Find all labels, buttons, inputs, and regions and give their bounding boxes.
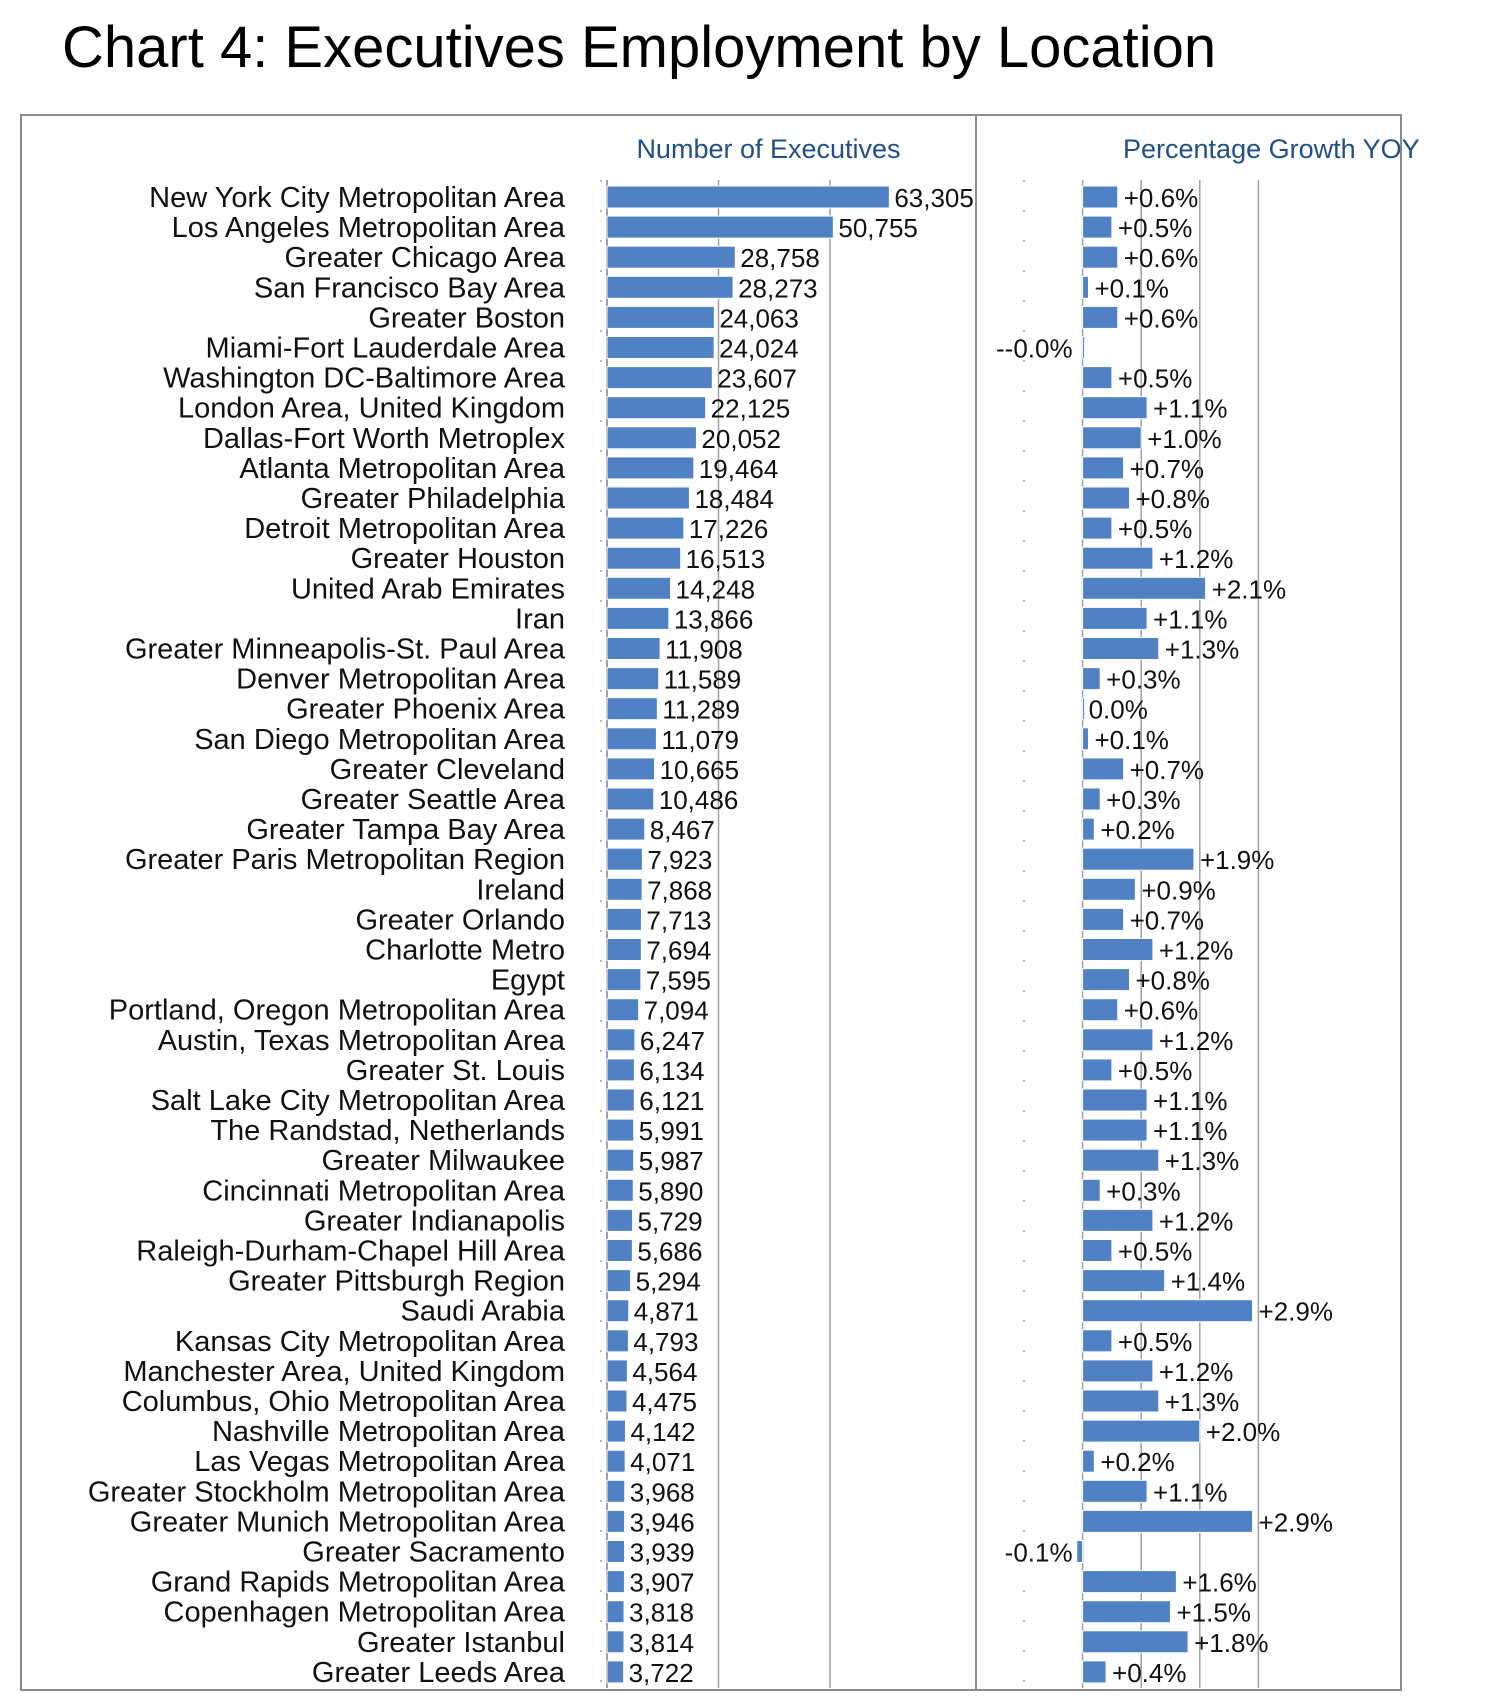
exec-value-label: 5,991 bbox=[638, 1116, 704, 1147]
exec-bar bbox=[607, 818, 645, 840]
category-label: London Area, United Kingdom bbox=[178, 392, 565, 425]
growth-bar bbox=[1083, 517, 1112, 539]
exec-bar bbox=[607, 1360, 627, 1382]
exec-value-label: 3,939 bbox=[629, 1537, 695, 1568]
growth-bar bbox=[1083, 1360, 1153, 1382]
category-label: Los Angeles Metropolitan Area bbox=[171, 212, 565, 245]
category-label: Greater Milwaukee bbox=[321, 1145, 565, 1178]
growth-bar bbox=[1083, 547, 1153, 569]
category-label: Greater Pittsburgh Region bbox=[228, 1265, 565, 1298]
exec-bar bbox=[607, 276, 733, 298]
growth-value-label: +0.5% bbox=[1117, 1055, 1193, 1086]
exec-bar bbox=[607, 1601, 624, 1623]
growth-value-label: +0.3% bbox=[1106, 785, 1181, 815]
category-label: Greater Sacramento bbox=[302, 1536, 565, 1569]
growth-value-label: +2.9% bbox=[1258, 1296, 1333, 1327]
growth-bar bbox=[1083, 276, 1089, 298]
exec-value-label: 6,247 bbox=[639, 1025, 705, 1056]
exec-bar bbox=[607, 758, 655, 780]
growth-bar bbox=[1083, 848, 1194, 870]
category-label: Greater Chicago Area bbox=[284, 242, 565, 275]
category-label: Ireland bbox=[476, 874, 565, 907]
category-label: Miami-Fort Lauderdale Area bbox=[205, 332, 565, 365]
category-label: Greater Indianapolis bbox=[303, 1205, 565, 1238]
exec-value-label: 10,486 bbox=[658, 785, 739, 815]
exec-value-label: 14,248 bbox=[675, 574, 756, 605]
category-label: Atlanta Metropolitan Area bbox=[239, 452, 565, 485]
growth-value-label: +1.2% bbox=[1158, 1206, 1234, 1237]
growth-bar bbox=[1083, 216, 1112, 238]
category-label: Raleigh-Durham-Chapel Hill Area bbox=[136, 1235, 565, 1268]
category-label: Manchester Area, United Kingdom bbox=[123, 1355, 565, 1388]
growth-bar bbox=[1083, 397, 1147, 419]
growth-bar bbox=[1083, 1209, 1153, 1231]
exec-bar bbox=[607, 186, 889, 208]
category-label: Charlotte Metro bbox=[365, 934, 565, 967]
exec-bar bbox=[607, 638, 660, 660]
exec-bar bbox=[607, 457, 694, 479]
exec-bar bbox=[607, 1390, 627, 1412]
growth-value-label: +0.5% bbox=[1117, 514, 1193, 545]
growth-value-label: +0.6% bbox=[1123, 303, 1199, 334]
growth-value-label: +1.5% bbox=[1176, 1597, 1251, 1628]
category-label: Salt Lake City Metropolitan Area bbox=[150, 1085, 565, 1117]
growth-value-label: +0.4% bbox=[1112, 1657, 1187, 1688]
exec-value-label: 13,866 bbox=[673, 604, 754, 635]
exec-value-label: 7,094 bbox=[643, 995, 709, 1026]
growth-bar bbox=[1083, 698, 1085, 720]
growth-value-label: +0.7% bbox=[1129, 905, 1205, 936]
growth-value-label: +1.2% bbox=[1158, 1025, 1234, 1056]
category-label: Cincinnati Metropolitan Area bbox=[202, 1175, 565, 1208]
category-label: Greater Orlando bbox=[355, 904, 565, 937]
exec-value-label: 5,890 bbox=[638, 1176, 704, 1207]
growth-value-label: +1.1% bbox=[1153, 1086, 1228, 1116]
category-label: Greater Istanbul bbox=[357, 1626, 565, 1659]
growth-bar bbox=[1083, 1300, 1253, 1322]
exec-bar bbox=[607, 1450, 625, 1472]
category-label: Greater Cleveland bbox=[329, 753, 565, 786]
growth-bar bbox=[1083, 186, 1118, 208]
exec-value-label: 10,665 bbox=[659, 754, 740, 785]
exec-bar bbox=[607, 397, 706, 419]
growth-value-label: +1.1% bbox=[1153, 604, 1228, 635]
exec-bar bbox=[607, 878, 642, 900]
exec-bar bbox=[607, 788, 654, 810]
growth-bar bbox=[1083, 758, 1124, 780]
exec-value-label: 11,908 bbox=[665, 634, 743, 665]
exec-bar bbox=[607, 1240, 632, 1262]
growth-bar bbox=[1083, 1631, 1188, 1653]
exec-bar bbox=[607, 1179, 633, 1201]
category-label: The Randstad, Netherlands bbox=[210, 1115, 565, 1148]
exec-value-label: 19,464 bbox=[698, 453, 779, 484]
exec-bar bbox=[607, 1330, 628, 1352]
growth-bar bbox=[1083, 1420, 1200, 1442]
exec-value-label: 5,987 bbox=[638, 1146, 704, 1177]
exec-bar bbox=[607, 1270, 631, 1292]
chart-title: Chart 4: Executives Employment by Location bbox=[62, 15, 1217, 80]
growth-bar bbox=[1083, 908, 1124, 930]
growth-value-label: --0.0% bbox=[996, 333, 1073, 364]
growth-value-label: +0.1% bbox=[1094, 273, 1169, 304]
exec-bar bbox=[607, 517, 684, 539]
exec-bar bbox=[607, 1661, 624, 1683]
growth-bar bbox=[1083, 1119, 1147, 1141]
growth-value-label: +0.8% bbox=[1135, 965, 1210, 996]
growth-value-label: +0.8% bbox=[1135, 484, 1210, 514]
exec-bar bbox=[607, 1119, 634, 1141]
exec-bar bbox=[607, 1510, 625, 1532]
exec-bar bbox=[607, 246, 735, 268]
exec-value-label: 6,121 bbox=[639, 1086, 705, 1116]
category-label: Greater Minneapolis-St. Paul Area bbox=[124, 633, 565, 666]
category-label: Dallas-Fort Worth Metroplex bbox=[202, 422, 565, 455]
exec-value-label: 7,595 bbox=[645, 965, 711, 996]
growth-bar bbox=[1083, 487, 1130, 509]
growth-bar bbox=[1083, 818, 1095, 840]
growth-bar bbox=[1083, 457, 1124, 479]
exec-value-label: 5,686 bbox=[637, 1236, 703, 1267]
growth-value-label: +1.2% bbox=[1158, 1356, 1234, 1387]
category-label: Greater Houston bbox=[350, 543, 565, 576]
exec-value-label: 6,134 bbox=[639, 1055, 705, 1086]
growth-bar bbox=[1083, 969, 1130, 991]
category-label: San Diego Metropolitan Area bbox=[194, 723, 565, 756]
category-label: Copenhagen Metropolitan Area bbox=[163, 1596, 565, 1629]
growth-bar bbox=[1083, 1450, 1095, 1472]
exec-value-label: 4,871 bbox=[633, 1296, 699, 1327]
exec-bar bbox=[607, 607, 669, 629]
exec-bar bbox=[607, 1089, 634, 1111]
exec-value-label: 7,694 bbox=[646, 935, 712, 966]
exec-value-label: 16,513 bbox=[685, 544, 766, 575]
exec-value-label: 63,305 bbox=[894, 183, 974, 213]
exec-bar bbox=[607, 577, 671, 599]
exec-value-label: 28,273 bbox=[738, 273, 818, 304]
growth-bar bbox=[1083, 939, 1153, 961]
growth-value-label: +0.5% bbox=[1117, 213, 1193, 244]
exec-bar bbox=[607, 1541, 625, 1563]
series-header-growth: Percentage Growth YOY bbox=[1123, 134, 1420, 164]
series-header-executives: Number of Executives bbox=[636, 134, 901, 164]
growth-bar bbox=[1083, 728, 1089, 750]
exec-bar bbox=[607, 1631, 624, 1653]
exec-value-label: 7,868 bbox=[647, 875, 713, 906]
growth-value-label: +0.7% bbox=[1129, 754, 1205, 785]
category-label: Iran bbox=[515, 603, 565, 636]
growth-value-label: +0.6% bbox=[1123, 183, 1199, 213]
growth-bar bbox=[1083, 1149, 1159, 1171]
exec-bar bbox=[607, 939, 641, 961]
growth-bar bbox=[1083, 1390, 1159, 1412]
growth-value-label: +1.9% bbox=[1199, 845, 1275, 876]
growth-value-label: +0.3% bbox=[1106, 664, 1181, 695]
exec-bar bbox=[607, 1420, 625, 1442]
exec-value-label: 11,589 bbox=[663, 664, 742, 695]
growth-value-label: +1.1% bbox=[1153, 1477, 1228, 1508]
exec-bar bbox=[607, 306, 714, 328]
growth-bar bbox=[1083, 999, 1118, 1021]
growth-bar bbox=[1083, 1661, 1106, 1683]
category-label: Saudi Arabia bbox=[400, 1295, 565, 1328]
growth-value-label: +1.4% bbox=[1170, 1266, 1246, 1297]
exec-value-label: 23,607 bbox=[717, 363, 797, 394]
category-label: Greater Munich Metropolitan Area bbox=[129, 1506, 565, 1539]
growth-bar bbox=[1083, 638, 1159, 660]
growth-value-label: +2.9% bbox=[1258, 1507, 1333, 1538]
growth-bar bbox=[1083, 1510, 1253, 1532]
growth-bar bbox=[1083, 337, 1085, 359]
exec-value-label: 20,052 bbox=[701, 423, 781, 454]
category-label: Nashville Metropolitan Area bbox=[211, 1416, 565, 1449]
exec-bar bbox=[607, 728, 656, 750]
growth-value-label: +1.0% bbox=[1147, 423, 1222, 454]
growth-bar bbox=[1083, 1480, 1147, 1502]
growth-bar bbox=[1083, 1571, 1177, 1593]
exec-value-label: 7,713 bbox=[646, 905, 712, 936]
growth-bar bbox=[1083, 367, 1112, 389]
category-label: Columbus, Ohio Metropolitan Area bbox=[121, 1386, 565, 1418]
growth-bar bbox=[1083, 1240, 1112, 1262]
growth-value-label: +0.9% bbox=[1141, 875, 1216, 906]
exec-value-label: 4,564 bbox=[632, 1356, 698, 1387]
exec-value-label: 3,968 bbox=[629, 1477, 695, 1508]
growth-bar bbox=[1083, 1059, 1112, 1081]
growth-value-label: +0.7% bbox=[1129, 453, 1205, 484]
growth-value-label: +0.2% bbox=[1100, 815, 1175, 846]
exec-bar bbox=[607, 547, 681, 569]
category-label: Greater Stockholm Metropolitan Area bbox=[87, 1476, 565, 1509]
category-label: Greater Paris Metropolitan Region bbox=[124, 844, 565, 877]
exec-bar bbox=[607, 1571, 624, 1593]
growth-value-label: +0.1% bbox=[1094, 724, 1169, 755]
growth-value-label: +1.8% bbox=[1194, 1627, 1269, 1658]
growth-value-label: +2.0% bbox=[1205, 1417, 1281, 1448]
growth-value-label: +1.2% bbox=[1158, 935, 1234, 966]
growth-value-label: 0.0% bbox=[1088, 694, 1148, 725]
growth-bar bbox=[1077, 1541, 1083, 1563]
exec-bar bbox=[607, 1300, 629, 1322]
exec-value-label: 28,758 bbox=[740, 243, 820, 274]
exec-bar bbox=[607, 908, 641, 930]
growth-bar bbox=[1083, 427, 1142, 449]
exec-bar bbox=[607, 999, 639, 1021]
growth-bar bbox=[1083, 1601, 1171, 1623]
category-label: Greater Philadelphia bbox=[300, 483, 565, 515]
exec-bar bbox=[607, 487, 689, 509]
growth-bar bbox=[1083, 1029, 1153, 1051]
growth-value-label: +1.6% bbox=[1182, 1567, 1257, 1598]
growth-bar bbox=[1083, 246, 1118, 268]
exec-bar bbox=[607, 698, 657, 720]
growth-bar bbox=[1083, 607, 1147, 629]
category-label: San Francisco Bay Area bbox=[253, 272, 565, 305]
growth-value-label: -0.1% bbox=[1004, 1537, 1073, 1568]
exec-value-label: 4,793 bbox=[633, 1326, 699, 1357]
exec-value-label: 8,467 bbox=[649, 815, 715, 846]
category-label: Portland, Oregon Metropolitan Area bbox=[108, 994, 565, 1027]
exec-value-label: 3,818 bbox=[629, 1597, 695, 1628]
exec-bar bbox=[607, 1480, 625, 1502]
exec-bar bbox=[607, 337, 714, 359]
growth-value-label: +2.1% bbox=[1211, 574, 1287, 605]
growth-bar bbox=[1083, 878, 1136, 900]
exec-value-label: 24,024 bbox=[719, 333, 799, 364]
exec-bar bbox=[607, 1029, 635, 1051]
exec-value-label: 24,063 bbox=[719, 303, 799, 334]
category-label: Kansas City Metropolitan Area bbox=[174, 1325, 565, 1358]
exec-value-label: 11,079 bbox=[661, 724, 740, 755]
exec-value-label: 22,125 bbox=[710, 393, 791, 424]
growth-value-label: +0.5% bbox=[1117, 363, 1193, 394]
category-label: Greater Tampa Bay Area bbox=[246, 814, 565, 847]
growth-value-label: +1.1% bbox=[1153, 1116, 1228, 1147]
growth-bar bbox=[1083, 1270, 1165, 1292]
growth-value-label: +0.3% bbox=[1106, 1176, 1181, 1207]
category-label: United Arab Emirates bbox=[290, 573, 565, 606]
exec-value-label: 3,907 bbox=[629, 1567, 695, 1598]
category-label: Las Vegas Metropolitan Area bbox=[194, 1446, 565, 1479]
category-label: New York City Metropolitan Area bbox=[149, 182, 565, 214]
exec-value-label: 3,814 bbox=[629, 1627, 695, 1658]
growth-value-label: +1.3% bbox=[1164, 1146, 1240, 1177]
category-label: Austin, Texas Metropolitan Area bbox=[157, 1024, 565, 1057]
exec-value-label: 18,484 bbox=[694, 484, 774, 514]
category-label: Denver Metropolitan Area bbox=[236, 663, 565, 696]
exec-bar bbox=[607, 848, 642, 870]
exec-value-label: 4,475 bbox=[631, 1387, 698, 1417]
growth-bar bbox=[1083, 1330, 1112, 1352]
growth-value-label: +0.5% bbox=[1117, 1236, 1193, 1267]
category-label: Egypt bbox=[490, 964, 565, 997]
growth-value-label: +1.3% bbox=[1164, 634, 1240, 665]
growth-bar bbox=[1083, 1179, 1101, 1201]
exec-bar bbox=[607, 1209, 633, 1231]
exec-bar bbox=[607, 427, 696, 449]
category-label: Greater Leeds Area bbox=[311, 1656, 565, 1689]
exec-value-label: 5,729 bbox=[637, 1206, 703, 1237]
category-label: Washington DC-Baltimore Area bbox=[163, 362, 565, 395]
category-label: Greater St. Louis bbox=[345, 1054, 565, 1087]
growth-value-label: +1.2% bbox=[1158, 544, 1234, 575]
category-label: Detroit Metropolitan Area bbox=[244, 513, 565, 546]
exec-value-label: 17,226 bbox=[688, 514, 769, 545]
growth-value-label: +1.1% bbox=[1153, 393, 1228, 424]
growth-value-label: +0.6% bbox=[1123, 995, 1199, 1026]
exec-bar bbox=[607, 367, 712, 389]
category-label: Greater Boston bbox=[368, 302, 565, 335]
growth-bar bbox=[1083, 306, 1118, 328]
category-label: Greater Phoenix Area bbox=[286, 693, 565, 726]
exec-value-label: 4,071 bbox=[630, 1447, 696, 1478]
exec-value-label: 11,289 bbox=[662, 694, 740, 725]
category-label: Greater Seattle Area bbox=[300, 784, 565, 816]
exec-value-label: 7,923 bbox=[647, 845, 713, 876]
growth-value-label: +0.5% bbox=[1117, 1326, 1193, 1357]
growth-value-label: +1.3% bbox=[1164, 1387, 1240, 1417]
growth-bar bbox=[1083, 577, 1206, 599]
exec-bar bbox=[607, 668, 659, 690]
growth-bar bbox=[1083, 788, 1101, 810]
exec-value-label: 3,722 bbox=[628, 1657, 694, 1688]
growth-value-label: +0.2% bbox=[1100, 1447, 1175, 1478]
exec-bar bbox=[607, 969, 641, 991]
exec-bar bbox=[607, 1149, 634, 1171]
exec-value-label: 5,294 bbox=[635, 1266, 701, 1297]
exec-value-label: 4,142 bbox=[630, 1417, 696, 1448]
category-label: Grand Rapids Metropolitan Area bbox=[150, 1566, 565, 1599]
exec-bar bbox=[607, 1059, 634, 1081]
exec-value-label: 50,755 bbox=[838, 213, 918, 244]
growth-bar bbox=[1083, 1089, 1147, 1111]
exec-value-label: 3,946 bbox=[629, 1507, 695, 1538]
growth-value-label: +0.6% bbox=[1123, 243, 1199, 274]
exec-bar bbox=[607, 216, 833, 238]
growth-bar bbox=[1083, 668, 1101, 690]
